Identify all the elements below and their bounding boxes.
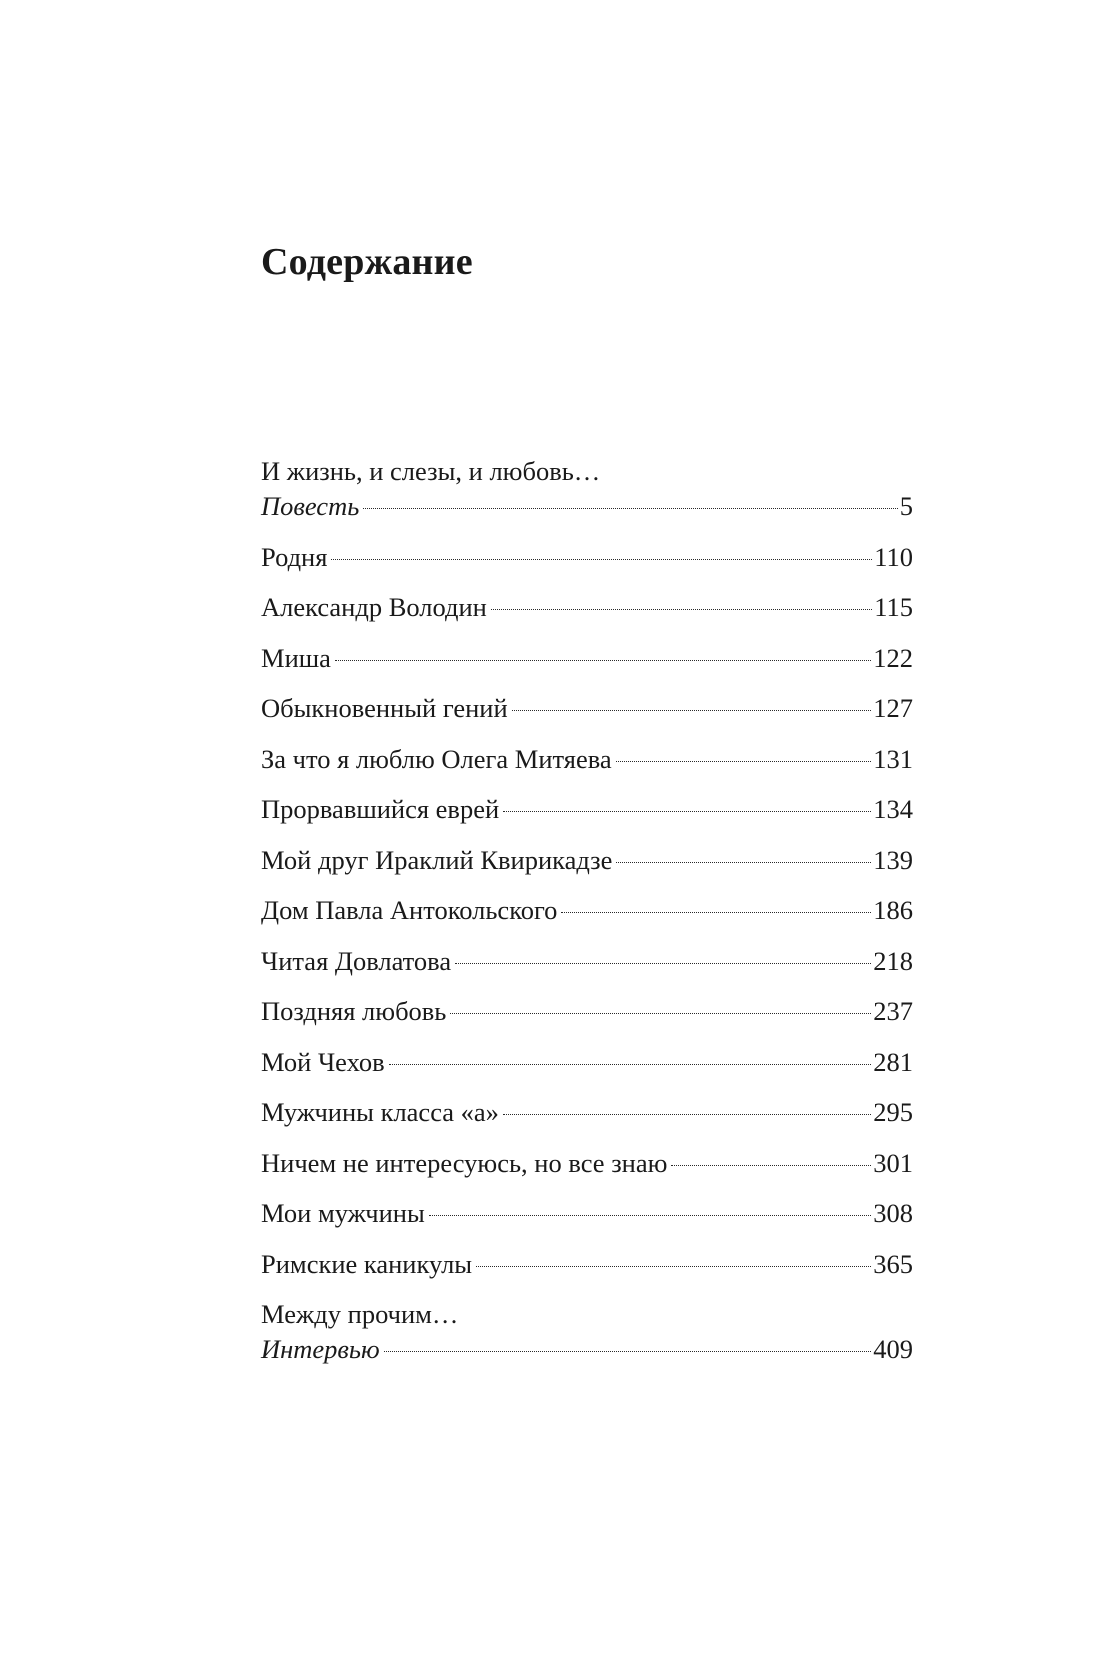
table-of-contents [261,454,913,1367]
dot-leader [450,1013,871,1014]
toc-title-line [261,1297,913,1332]
toc-entry[interactable] [261,792,913,827]
toc-entry-title: Читая Довлатова [261,945,452,976]
toc-entry-title: Мой друг Ираклий Квирикадзе [261,844,613,875]
toc-page-number: 122 [873,642,913,673]
toc-page-number: 295 [873,1097,913,1127]
toc-entry[interactable] [261,1095,913,1130]
toc-page-number: 237 [873,996,913,1026]
toc-entry-title: Обыкновенный гений [261,693,508,723]
toc-subtitle-line [261,1332,913,1367]
toc-entry-title: Александр Володин [261,592,487,622]
dot-leader [335,660,871,661]
toc-page-number: 134 [873,794,913,824]
toc-entry[interactable] [261,944,913,979]
page-title: Содержание [261,241,473,283]
toc-page-number: 218 [873,945,913,976]
toc-entry[interactable] [261,1045,913,1080]
dot-leader [429,1215,871,1216]
dot-leader [476,1266,871,1267]
toc-entry[interactable] [261,454,913,524]
toc-entry[interactable] [261,742,913,777]
dot-leader [561,912,871,913]
toc-entry[interactable] [261,1297,913,1367]
toc-entry[interactable] [261,590,913,625]
toc-entry-title: Миша [261,642,331,673]
toc-page-number: 5 [899,491,913,521]
toc-entry-title: Дом Павла Антокольского [261,895,558,925]
toc-page-number: 110 [874,541,913,572]
dot-leader [503,1114,871,1115]
toc-entry-title: Римские каникулы [261,1248,473,1279]
dot-leader [503,811,871,812]
dot-leader [512,710,872,711]
toc-page-number: 365 [873,1248,913,1279]
toc-entry-title: Мужчины класса «а» [261,1097,499,1127]
toc-entry[interactable] [261,1196,913,1231]
toc-page-number: 281 [873,1046,913,1077]
toc-subtitle-line [261,489,913,524]
dot-leader [389,1064,872,1065]
toc-entry[interactable] [261,1247,913,1282]
toc-page-number: 115 [874,592,913,622]
toc-entry-title: Мой Чехов [261,1046,385,1077]
dot-leader [616,761,872,762]
toc-entry-subtitle: Интервью [261,1334,380,1364]
dot-leader [363,508,897,509]
toc-entry-subtitle: Повесть [261,491,360,521]
dot-leader [491,609,872,610]
toc-entry-title: Поздняя любовь [261,996,447,1026]
toc-page-number: 308 [873,1198,913,1228]
dot-leader [671,1165,871,1166]
toc-entry[interactable] [261,893,913,928]
toc-entry-title: Мои мужчины [261,1198,425,1228]
dot-leader [384,1351,872,1352]
toc-page-number: 409 [873,1334,913,1364]
toc-entry[interactable] [261,691,913,726]
toc-page-number: 127 [873,693,913,723]
toc-page-number: 186 [873,895,913,925]
toc-title-line [261,454,913,489]
toc-page-number: 131 [873,743,913,774]
toc-entry[interactable] [261,843,913,878]
toc-page-number: 301 [873,1147,913,1178]
toc-entry[interactable] [261,540,913,575]
toc-entry-title: Между прочим… [261,1299,459,1329]
toc-page-number: 139 [873,844,913,875]
toc-entry-title: Прорвавшийся еврей [261,794,500,824]
toc-entry[interactable] [261,994,913,1029]
dot-leader [616,862,871,863]
toc-entry[interactable] [261,1146,913,1181]
toc-entry-title: Родня [261,541,328,572]
toc-entry[interactable] [261,641,913,676]
toc-entry-title: Ничем не интересуюсь, но все знаю [261,1147,668,1178]
dot-leader [455,963,871,964]
toc-entry-title: И жизнь, и слезы, и любовь… [261,456,601,486]
dot-leader [331,559,872,560]
toc-entry-title: За что я люблю Олега Митяева [261,743,612,774]
